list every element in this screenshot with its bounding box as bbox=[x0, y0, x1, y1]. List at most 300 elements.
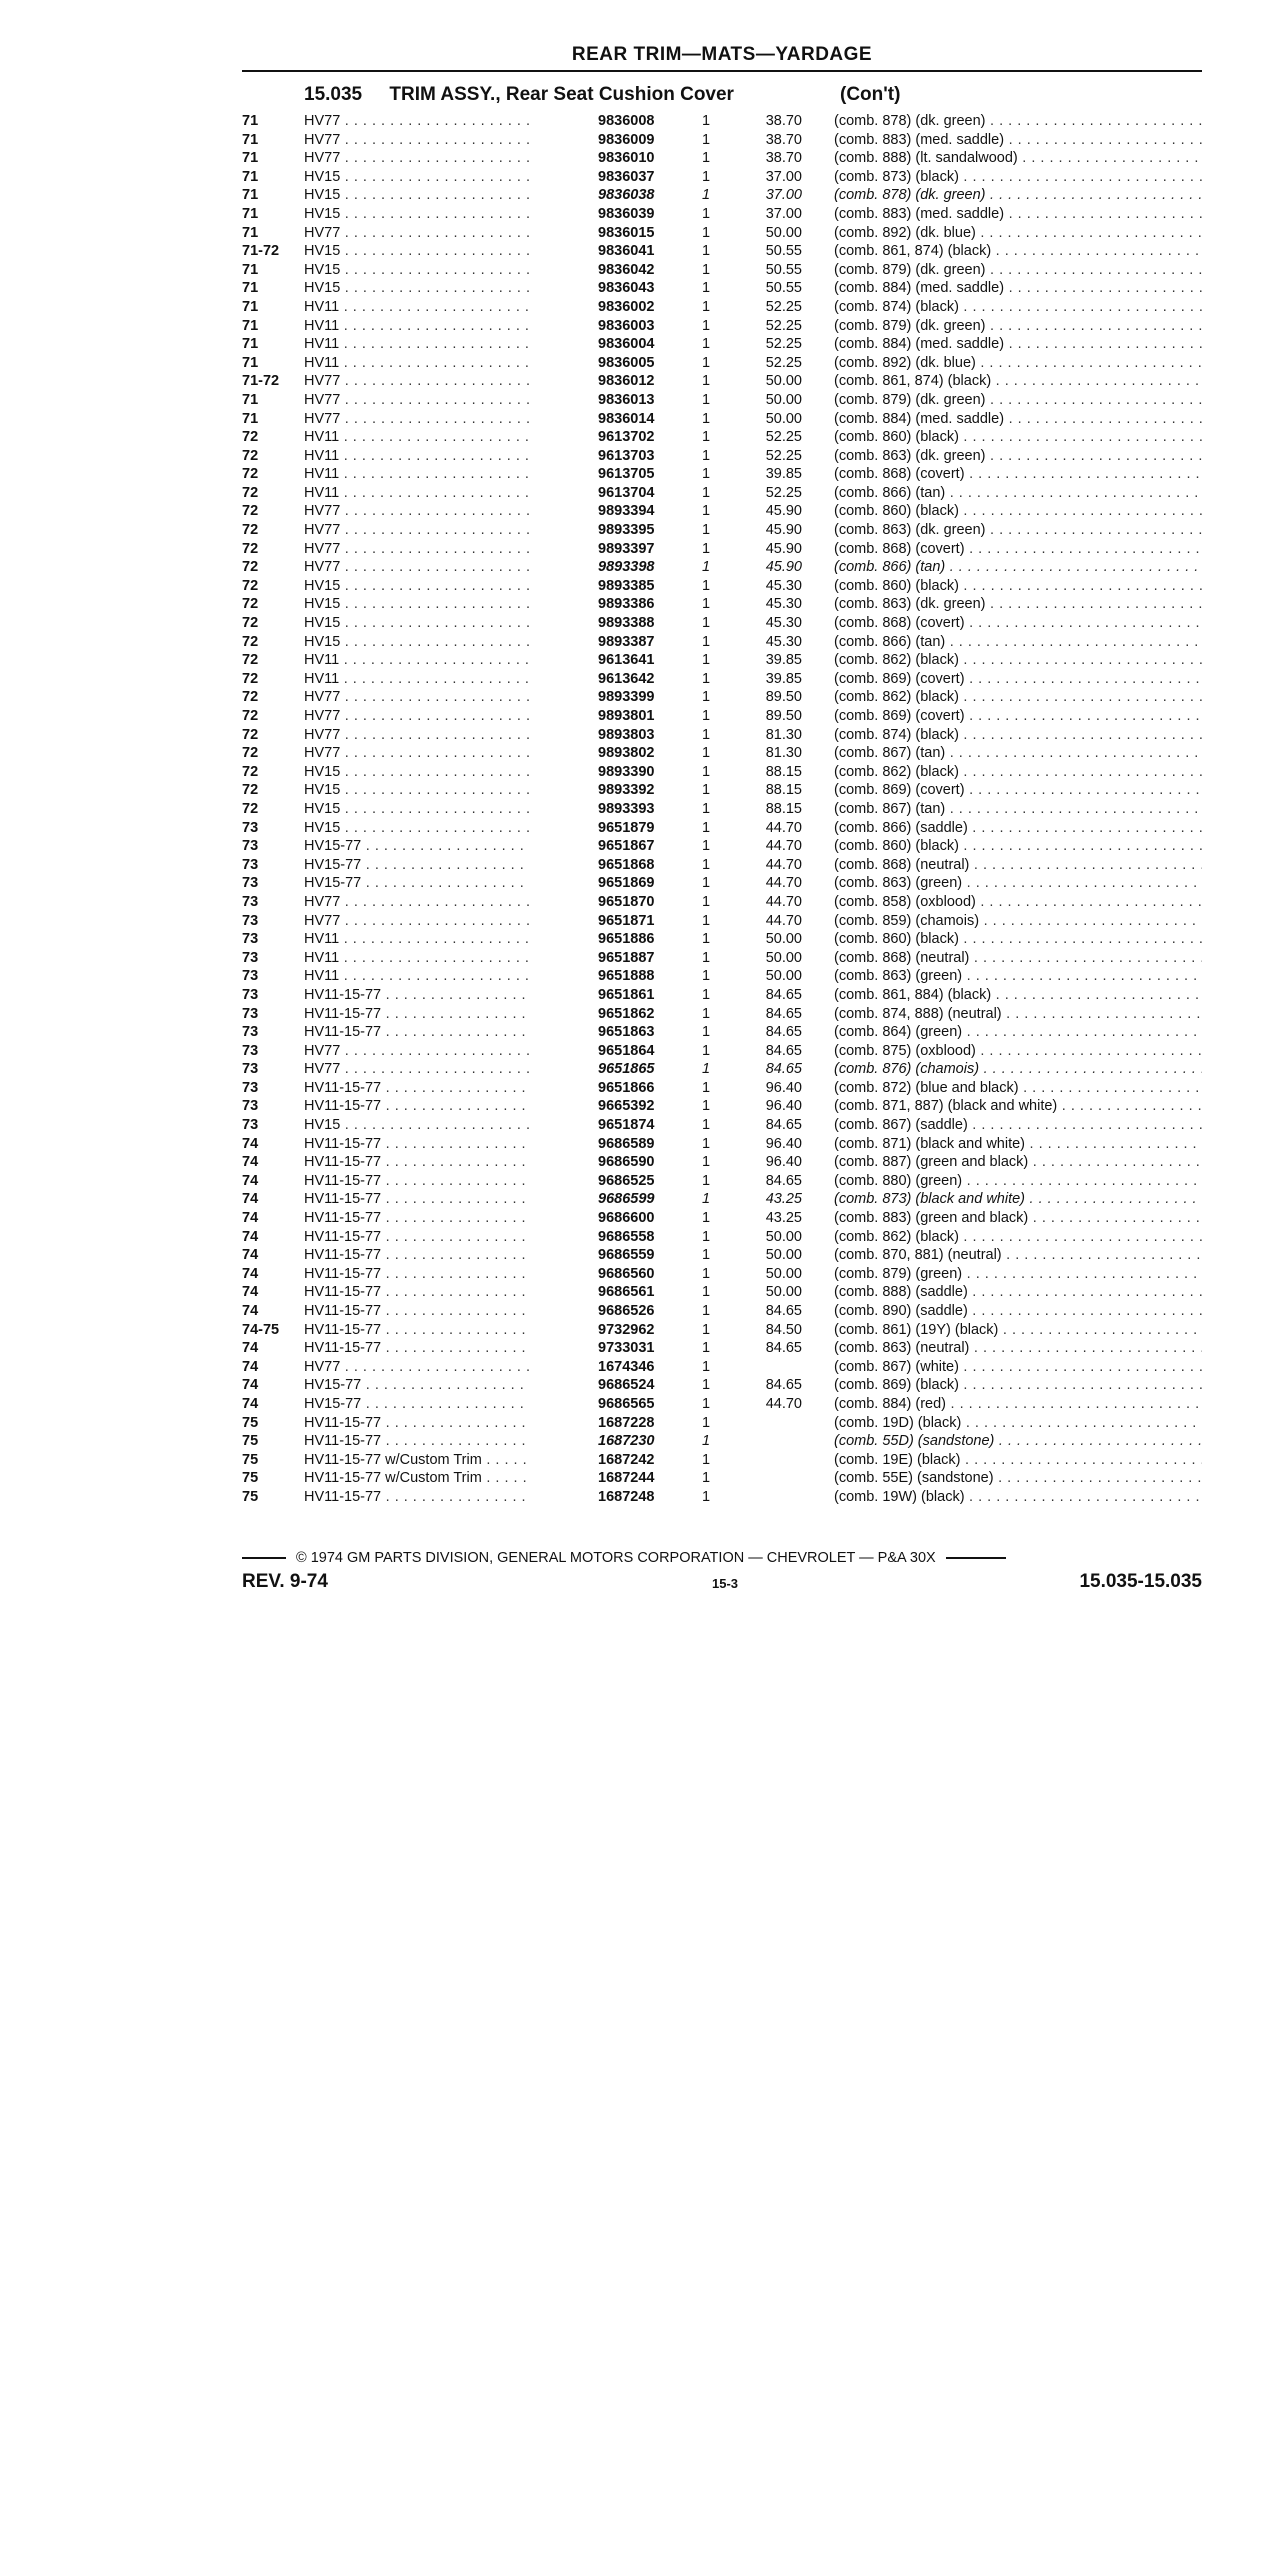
quantity-cell: 1 bbox=[702, 1154, 711, 1171]
table-row bbox=[242, 1432, 1202, 1451]
quantity-cell: 1 bbox=[702, 912, 711, 929]
part-number-cell: 9651874 bbox=[598, 1117, 655, 1134]
table-row bbox=[242, 1116, 1202, 1135]
quantity-cell: 1 bbox=[702, 559, 711, 576]
table-row bbox=[242, 224, 1202, 243]
description-cell: (comb. 880) (green) . . . bbox=[834, 1172, 1202, 1191]
part-number-cell: 9651870 bbox=[598, 893, 655, 910]
table-row bbox=[242, 410, 1202, 429]
part-number-cell: 9893393 bbox=[598, 800, 655, 817]
model-cell: HV77 . . . bbox=[304, 1358, 530, 1377]
quantity-cell: 1 bbox=[702, 1117, 711, 1134]
price-cell: 45.30 bbox=[765, 577, 802, 594]
price-cell: 50.00 bbox=[765, 373, 802, 390]
price-cell: 84.65 bbox=[765, 1117, 802, 1134]
quantity-cell: 1 bbox=[702, 1395, 711, 1412]
part-number-cell: 9893399 bbox=[598, 689, 655, 706]
description-cell: (comb. 868) (covert) . . . bbox=[834, 540, 1202, 559]
part-number-cell: 9733031 bbox=[598, 1340, 655, 1357]
year-cell: 74 bbox=[242, 1340, 259, 1357]
description-cell: (comb. 863) (dk. green) . . . bbox=[834, 595, 1202, 614]
year-cell: 71-72 bbox=[242, 243, 280, 260]
price-cell: 84.65 bbox=[765, 1005, 802, 1022]
year-cell: 72 bbox=[242, 652, 259, 669]
model-cell: HV11-15-77 . . . bbox=[304, 1153, 530, 1172]
quantity-cell: 1 bbox=[702, 1079, 711, 1096]
year-cell: 74 bbox=[242, 1303, 259, 1319]
table-row bbox=[242, 1414, 1202, 1433]
year-cell: 72 bbox=[242, 503, 259, 520]
description-cell: (comb. 866) (saddle) . . . bbox=[834, 819, 1202, 838]
description-cell: (comb. 867) (tan) . . . bbox=[834, 800, 1202, 819]
model-cell: HV15 . . . bbox=[304, 1116, 530, 1135]
description-cell: (comb. 55E) (sandstone) . . . bbox=[834, 1469, 1202, 1488]
quantity-cell: 1 bbox=[702, 317, 711, 334]
year-cell: 71 bbox=[242, 317, 259, 334]
model-cell: HV15 . . . bbox=[304, 577, 530, 596]
table-row bbox=[242, 912, 1202, 931]
quantity-cell: 1 bbox=[702, 689, 711, 706]
year-cell: 71 bbox=[242, 336, 259, 353]
table-row bbox=[242, 930, 1202, 949]
model-cell: HV77 . . . bbox=[304, 1060, 530, 1079]
price-cell: 52.25 bbox=[765, 429, 802, 446]
table-row bbox=[242, 1339, 1202, 1358]
model-cell: HV11-15-77 . . . bbox=[304, 1023, 530, 1042]
price-cell: 44.70 bbox=[765, 1395, 802, 1412]
model-cell: HV77 . . . bbox=[304, 558, 530, 577]
quantity-cell: 1 bbox=[702, 708, 711, 724]
price-cell: 89.50 bbox=[765, 708, 802, 724]
table-row bbox=[242, 428, 1202, 447]
price-cell: 38.70 bbox=[765, 131, 802, 148]
part-number-cell: 9893397 bbox=[598, 540, 655, 557]
model-cell: HV11 . . . bbox=[304, 930, 530, 949]
price-cell: 52.25 bbox=[765, 447, 802, 464]
description-cell: (comb. 874) (black) . . . bbox=[834, 726, 1202, 745]
part-number-cell: 1687244 bbox=[598, 1470, 655, 1487]
quantity-cell: 1 bbox=[702, 1210, 711, 1227]
quantity-cell: 1 bbox=[702, 1247, 711, 1264]
quantity-cell: 1 bbox=[702, 670, 711, 687]
part-number-cell: 9613705 bbox=[598, 466, 655, 483]
quantity-cell: 1 bbox=[702, 484, 711, 501]
description-cell: (comb. 872) (blue and black) . . . bbox=[834, 1079, 1202, 1098]
table-row bbox=[242, 688, 1202, 707]
part-number-cell: 9836041 bbox=[598, 243, 655, 260]
table-row bbox=[242, 335, 1202, 354]
quantity-cell: 1 bbox=[702, 1377, 711, 1394]
part-number-cell: 9836038 bbox=[598, 187, 655, 204]
price-cell: 50.00 bbox=[765, 949, 802, 966]
year-cell: 72 bbox=[242, 522, 259, 539]
model-cell: HV77 . . . bbox=[304, 521, 530, 540]
copyright-text: © 1974 GM PARTS DIVISION, GENERAL MOTORS CORPORATION — CHEVROLET — P&A 30X bbox=[296, 1550, 936, 1566]
model-cell: HV15 . . . bbox=[304, 279, 530, 298]
year-cell: 72 bbox=[242, 596, 259, 613]
description-cell: (comb. 879) (green) . . . bbox=[834, 1265, 1202, 1284]
year-cell: 73 bbox=[242, 931, 259, 948]
quantity-cell: 1 bbox=[702, 1284, 711, 1301]
quantity-cell: 1 bbox=[702, 336, 711, 353]
price-cell: 96.40 bbox=[765, 1079, 802, 1096]
year-cell: 74 bbox=[242, 1154, 259, 1171]
price-cell: 45.30 bbox=[765, 596, 802, 613]
year-cell: 73 bbox=[242, 1117, 259, 1134]
part-number-cell: 9686565 bbox=[598, 1395, 655, 1412]
description-cell: (comb. 19E) (black) . . . bbox=[834, 1451, 1202, 1470]
price-cell: 84.65 bbox=[765, 986, 802, 1003]
year-cell: 74 bbox=[242, 1395, 259, 1412]
part-number-cell: 1687230 bbox=[598, 1433, 655, 1450]
part-number-cell: 9686589 bbox=[598, 1135, 655, 1152]
part-number-cell: 9836009 bbox=[598, 131, 655, 148]
description-cell: (comb. 862) (black) . . . bbox=[834, 1228, 1202, 1247]
price-cell: 44.70 bbox=[765, 838, 802, 855]
table-row bbox=[242, 1153, 1202, 1172]
model-cell: HV15 . . . bbox=[304, 819, 530, 838]
model-cell: HV15-77 . . . bbox=[304, 1395, 530, 1414]
description-cell: (comb. 860) (black) . . . bbox=[834, 837, 1202, 856]
part-number-cell: 9732962 bbox=[598, 1321, 655, 1338]
description-cell: (comb. 863) (dk. green) . . . bbox=[834, 521, 1202, 540]
part-number-cell: 9836004 bbox=[598, 336, 655, 353]
year-cell: 74 bbox=[242, 1358, 259, 1375]
year-cell: 75 bbox=[242, 1488, 259, 1505]
quantity-cell: 1 bbox=[702, 1042, 711, 1059]
model-cell: HV11 . . . bbox=[304, 967, 530, 986]
table-row bbox=[242, 651, 1202, 670]
price-cell: 84.65 bbox=[765, 1340, 802, 1357]
year-cell: 72 bbox=[242, 726, 259, 743]
model-cell: HV11 . . . bbox=[304, 484, 530, 503]
part-number-cell: 9836039 bbox=[598, 205, 655, 222]
model-cell: HV11-15-77 . . . bbox=[304, 1339, 530, 1358]
part-number-cell: 9651863 bbox=[598, 1024, 655, 1041]
description-cell: (comb. 861) (19Y) (black) . . . bbox=[834, 1321, 1202, 1340]
model-cell: HV11 . . . bbox=[304, 335, 530, 354]
quantity-cell: 1 bbox=[702, 373, 711, 390]
year-cell: 71 bbox=[242, 187, 259, 204]
description-cell: (comb. 866) (tan) . . . bbox=[834, 633, 1202, 652]
price-cell: 96.40 bbox=[765, 1154, 802, 1171]
price-cell: 44.70 bbox=[765, 912, 802, 929]
model-cell: HV15 . . . bbox=[304, 800, 530, 819]
description-cell: (comb. 868) (covert) . . . bbox=[834, 614, 1202, 633]
quantity-cell: 1 bbox=[702, 1488, 711, 1505]
price-cell: 50.55 bbox=[765, 280, 802, 297]
table-row bbox=[242, 1060, 1202, 1079]
description-cell: (comb. 884) (med. saddle) . . . bbox=[834, 279, 1202, 298]
table-row bbox=[242, 484, 1202, 503]
model-cell: HV11-15-77 . . . bbox=[304, 1488, 530, 1507]
part-number-cell: 9651865 bbox=[598, 1061, 655, 1078]
quantity-cell: 1 bbox=[702, 596, 711, 613]
part-number-cell: 9651886 bbox=[598, 931, 655, 948]
table-row bbox=[242, 1209, 1202, 1228]
section-range: 15.035-15.035 bbox=[1079, 1571, 1202, 1592]
year-cell: 72 bbox=[242, 466, 259, 483]
model-cell: HV15 . . . bbox=[304, 205, 530, 224]
quantity-cell: 1 bbox=[702, 1358, 711, 1375]
part-number-cell: 1687228 bbox=[598, 1414, 655, 1431]
part-number-cell: 9836015 bbox=[598, 224, 655, 241]
table-row bbox=[242, 558, 1202, 577]
model-cell: HV11 . . . bbox=[304, 949, 530, 968]
price-cell: 81.30 bbox=[765, 726, 802, 743]
year-cell: 73 bbox=[242, 1024, 259, 1041]
model-cell: HV11-15-77 . . . bbox=[304, 1005, 530, 1024]
description-cell: (comb. 871) (black and white) . . . bbox=[834, 1135, 1202, 1154]
part-number-cell: 9613703 bbox=[598, 447, 655, 464]
part-number-cell: 9686600 bbox=[598, 1210, 655, 1227]
description-cell: (comb. 873) (black and white) . . . bbox=[834, 1190, 1202, 1209]
quantity-cell: 1 bbox=[702, 652, 711, 669]
price-cell: 37.00 bbox=[765, 187, 802, 204]
price-cell: 50.00 bbox=[765, 1284, 802, 1301]
description-cell: (comb. 869) (black) . . . bbox=[834, 1376, 1202, 1395]
quantity-cell: 1 bbox=[702, 1303, 711, 1319]
price-cell: 50.00 bbox=[765, 391, 802, 408]
part-number-cell: 9686524 bbox=[598, 1377, 655, 1394]
quantity-cell: 1 bbox=[702, 1135, 711, 1152]
year-cell: 71 bbox=[242, 150, 259, 167]
section-number: 15.035 bbox=[304, 84, 363, 105]
model-cell: HV11 . . . bbox=[304, 670, 530, 689]
quantity-cell: 1 bbox=[702, 205, 711, 222]
price-cell: 45.90 bbox=[765, 522, 802, 539]
price-cell: 50.55 bbox=[765, 261, 802, 278]
part-number-cell: 9686560 bbox=[598, 1265, 655, 1282]
description-cell: (comb. 863) (green) . . . bbox=[834, 967, 1202, 986]
price-cell: 44.70 bbox=[765, 819, 802, 836]
quantity-cell: 1 bbox=[702, 633, 711, 650]
year-cell: 72 bbox=[242, 708, 259, 724]
description-cell: (comb. 878) (dk. green) . . . bbox=[834, 112, 1202, 131]
description-cell: (comb. 866) (tan) . . . bbox=[834, 484, 1202, 503]
part-number-cell: 9893387 bbox=[598, 633, 655, 650]
price-cell: 37.00 bbox=[765, 205, 802, 222]
price-cell: 38.70 bbox=[765, 150, 802, 167]
table-row bbox=[242, 298, 1202, 317]
quantity-cell: 1 bbox=[702, 1321, 711, 1338]
quantity-cell: 1 bbox=[702, 261, 711, 278]
model-cell: HV15 . . . bbox=[304, 261, 530, 280]
model-cell: HV11-15-77 . . . bbox=[304, 1432, 530, 1451]
table-row bbox=[242, 112, 1202, 131]
description-cell: (comb. 884) (red) . . . bbox=[834, 1395, 1202, 1414]
quantity-cell: 1 bbox=[702, 1098, 711, 1115]
year-cell: 73 bbox=[242, 912, 259, 929]
table-row bbox=[242, 986, 1202, 1005]
year-cell: 74 bbox=[242, 1265, 259, 1282]
table-row bbox=[242, 205, 1202, 224]
quantity-cell: 1 bbox=[702, 1265, 711, 1282]
model-cell: HV77 . . . bbox=[304, 391, 530, 410]
quantity-cell: 1 bbox=[702, 522, 711, 539]
price-cell: 39.85 bbox=[765, 466, 802, 483]
table-row bbox=[242, 967, 1202, 986]
model-cell: HV11 . . . bbox=[304, 447, 530, 466]
model-cell: HV11-15-77 . . . bbox=[304, 1172, 530, 1191]
price-cell: 96.40 bbox=[765, 1098, 802, 1115]
table-row bbox=[242, 242, 1202, 261]
year-cell: 71 bbox=[242, 168, 259, 185]
price-cell: 88.15 bbox=[765, 800, 802, 817]
price-cell: 39.85 bbox=[765, 652, 802, 669]
model-cell: HV77 . . . bbox=[304, 744, 530, 763]
model-cell: HV77 . . . bbox=[304, 540, 530, 559]
quantity-cell: 1 bbox=[702, 466, 711, 483]
year-cell: 72 bbox=[242, 577, 259, 594]
description-cell: (comb. 869) (covert) . . . bbox=[834, 670, 1202, 689]
part-number-cell: 1687242 bbox=[598, 1451, 655, 1468]
year-cell: 73 bbox=[242, 968, 259, 985]
table-row bbox=[242, 521, 1202, 540]
description-cell: (comb. 870, 881) (neutral) . . . bbox=[834, 1246, 1202, 1265]
quantity-cell: 1 bbox=[702, 503, 711, 520]
year-cell: 72 bbox=[242, 633, 259, 650]
quantity-cell: 1 bbox=[702, 447, 711, 464]
quantity-cell: 1 bbox=[702, 113, 711, 129]
table-row bbox=[242, 856, 1202, 875]
part-number-cell: 9893395 bbox=[598, 522, 655, 539]
table-row bbox=[242, 186, 1202, 205]
quantity-cell: 1 bbox=[702, 986, 711, 1003]
table-row bbox=[242, 1246, 1202, 1265]
price-cell: 52.25 bbox=[765, 336, 802, 353]
part-number-cell: 9651879 bbox=[598, 819, 655, 836]
quantity-cell: 1 bbox=[702, 875, 711, 892]
model-cell: HV11-15-77 . . . bbox=[304, 1079, 530, 1098]
table-row bbox=[242, 744, 1202, 763]
model-cell: HV15-77 . . . bbox=[304, 1376, 530, 1395]
year-cell: 72 bbox=[242, 763, 259, 780]
year-cell: 73 bbox=[242, 1042, 259, 1059]
table-row bbox=[242, 1005, 1202, 1024]
description-cell: (comb. 876) (chamois) . . . bbox=[834, 1060, 1202, 1079]
year-cell: 75 bbox=[242, 1414, 259, 1431]
quantity-cell: 1 bbox=[702, 1228, 711, 1245]
description-cell: (comb. 879) (dk. green) . . . bbox=[834, 391, 1202, 410]
part-number-cell: 9893803 bbox=[598, 726, 655, 743]
part-number-cell: 9686526 bbox=[598, 1303, 655, 1319]
quantity-cell: 1 bbox=[702, 819, 711, 836]
year-cell: 72 bbox=[242, 540, 259, 557]
description-cell: (comb. 868) (neutral) . . . bbox=[834, 856, 1202, 875]
year-cell: 73 bbox=[242, 856, 259, 873]
quantity-cell: 1 bbox=[702, 150, 711, 167]
year-cell: 72 bbox=[242, 670, 259, 687]
table-row bbox=[242, 465, 1202, 484]
year-cell: 73 bbox=[242, 875, 259, 892]
table-row bbox=[242, 372, 1202, 391]
description-cell: (comb. 862) (black) . . . bbox=[834, 688, 1202, 707]
price-cell: 52.25 bbox=[765, 317, 802, 334]
part-number-cell: 9893385 bbox=[598, 577, 655, 594]
part-number-cell: 9893394 bbox=[598, 503, 655, 520]
model-cell: HV11-15-77 . . . bbox=[304, 1190, 530, 1209]
part-number-cell: 9686590 bbox=[598, 1154, 655, 1171]
part-number-cell: 9836012 bbox=[598, 373, 655, 390]
footer-rule-right bbox=[946, 1557, 1006, 1559]
table-row bbox=[242, 317, 1202, 336]
part-number-cell: 9686558 bbox=[598, 1228, 655, 1245]
table-row bbox=[242, 1358, 1202, 1377]
model-cell: HV11-15-77 . . . bbox=[304, 986, 530, 1005]
price-cell: 45.90 bbox=[765, 503, 802, 520]
model-cell: HV11-15-77 w/Custom Trim . . . bbox=[304, 1451, 530, 1470]
year-cell: 73 bbox=[242, 1079, 259, 1096]
part-number-cell: 9836042 bbox=[598, 261, 655, 278]
description-cell: (comb. 890) (saddle) . . . bbox=[834, 1302, 1202, 1321]
description-cell: (comb. 862) (black) . . . bbox=[834, 763, 1202, 782]
part-number-cell: 9836010 bbox=[598, 150, 655, 167]
model-cell: HV15-77 . . . bbox=[304, 856, 530, 875]
page-number: 15-3 bbox=[712, 1576, 739, 1591]
model-cell: HV11-15-77 . . . bbox=[304, 1135, 530, 1154]
price-cell: 50.55 bbox=[765, 243, 802, 260]
quantity-cell: 1 bbox=[702, 1414, 711, 1431]
table-row bbox=[242, 168, 1202, 187]
description-cell: (comb. 867) (saddle) . . . bbox=[834, 1116, 1202, 1135]
quantity-cell: 1 bbox=[702, 391, 711, 408]
model-cell: HV77 . . . bbox=[304, 688, 530, 707]
model-cell: HV15 . . . bbox=[304, 595, 530, 614]
description-cell: (comb. 884) (med. saddle) . . . bbox=[834, 335, 1202, 354]
quantity-cell: 1 bbox=[702, 280, 711, 297]
year-cell: 71 bbox=[242, 131, 259, 148]
description-cell: (comb. 883) (green and black) . . . bbox=[834, 1209, 1202, 1228]
model-cell: HV11-15-77 . . . bbox=[304, 1246, 530, 1265]
price-cell: 43.25 bbox=[765, 1191, 802, 1208]
part-number-cell: 9893390 bbox=[598, 763, 655, 780]
price-cell: 50.00 bbox=[765, 1265, 802, 1282]
part-number-cell: 9651866 bbox=[598, 1079, 655, 1096]
year-cell: 74 bbox=[242, 1228, 259, 1245]
table-row bbox=[242, 837, 1202, 856]
table-row bbox=[242, 1023, 1202, 1042]
quantity-cell: 1 bbox=[702, 763, 711, 780]
price-cell: 84.65 bbox=[765, 1042, 802, 1059]
description-cell: (comb. 874, 888) (neutral) . . . bbox=[834, 1005, 1202, 1024]
model-cell: HV77 . . . bbox=[304, 707, 530, 726]
model-cell: HV77 . . . bbox=[304, 410, 530, 429]
table-row bbox=[242, 763, 1202, 782]
description-cell: (comb. 868) (covert) . . . bbox=[834, 465, 1202, 484]
quantity-cell: 1 bbox=[702, 782, 711, 799]
year-cell: 71 bbox=[242, 280, 259, 297]
part-number-cell: 9836037 bbox=[598, 168, 655, 185]
part-number-cell: 9651864 bbox=[598, 1042, 655, 1059]
price-cell: 45.30 bbox=[765, 633, 802, 650]
part-number-cell: 9613642 bbox=[598, 670, 655, 687]
price-cell: 44.70 bbox=[765, 856, 802, 873]
table-row bbox=[242, 261, 1202, 280]
year-cell: 74 bbox=[242, 1191, 259, 1208]
table-row bbox=[242, 502, 1202, 521]
description-cell: (comb. 879) (dk. green) . . . bbox=[834, 317, 1202, 336]
table-row bbox=[242, 1135, 1202, 1154]
price-cell: 50.00 bbox=[765, 931, 802, 948]
table-row bbox=[242, 1283, 1202, 1302]
price-cell: 96.40 bbox=[765, 1135, 802, 1152]
table-row bbox=[242, 540, 1202, 559]
table-row bbox=[242, 1451, 1202, 1470]
model-cell: HV77 . . . bbox=[304, 502, 530, 521]
model-cell: HV11 . . . bbox=[304, 465, 530, 484]
year-cell: 73 bbox=[242, 1061, 259, 1078]
